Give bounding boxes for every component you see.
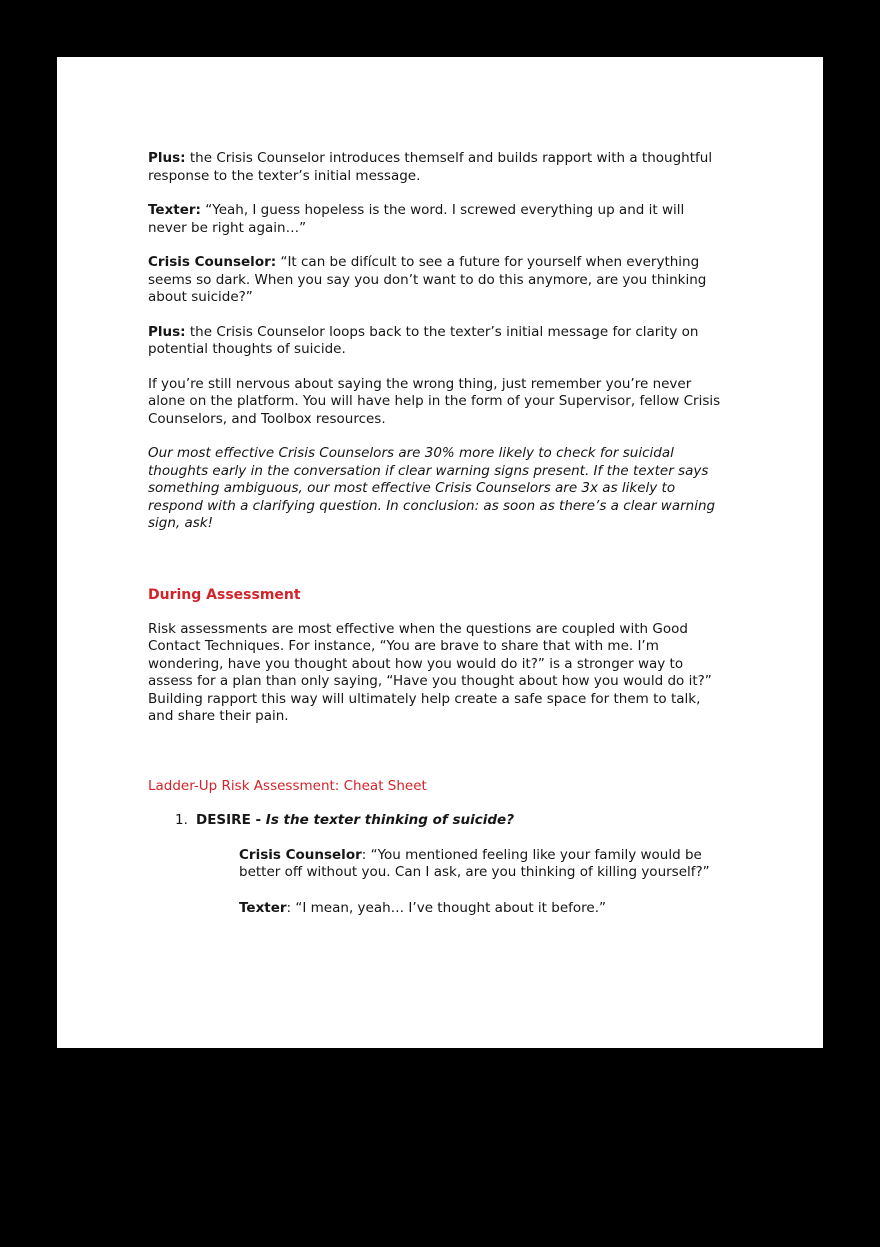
paragraph-label: Crisis Counselor: (148, 254, 277, 270)
paragraph-text: Risk assessments are most effective when the questions are coupled with Good Contact Techniques. For instance, “You are brave to share that with me. I’m wondering, have you thought about how you would do it?” is a stronger way to assess for a plan than only saying, “Have you thought about how you would do it?” Building rapport this way will ultimately help create a safe space for them to talk, and share their pain. (148, 620, 712, 724)
document-page (57, 57, 823, 1048)
paragraph-effective-counselors (148, 445, 726, 533)
paragraph-plus-note-2 (148, 324, 726, 359)
list-item-text (196, 812, 514, 830)
list-item-label: DESIRE - (196, 812, 266, 828)
list-item-desire (148, 812, 726, 830)
document-content (148, 150, 726, 917)
paragraph-label: Texter (239, 899, 287, 916)
paragraph-plus-note-1 (148, 150, 726, 185)
paragraph-text: the Crisis Counselor introduces themself and builds rapport with a thoughtful response to the texter’s initial message. (148, 150, 713, 184)
list-number: 1. (175, 812, 188, 828)
paragraph-text: If you’re still nervous about saying the wrong thing, just remember you’re never alone on the platform. You will have help in the form of your Supervisor, fellow Crisis Counselors, and Toolbox resources. (148, 375, 721, 427)
subheading-ladder-up-cheat-sheet: Ladder-Up Risk Assessment: Cheat Sheet (148, 777, 427, 794)
list-item-question: Is the texter thinking of suicide? (265, 812, 515, 828)
paragraph-risk-assessments (148, 621, 726, 726)
paragraph-counselor-quote-1 (148, 254, 726, 307)
section-heading-during-assessment: During Assessment (148, 586, 301, 603)
paragraph-text: “Yeah, I guess hopeless is the word. I screwed everything up and it will never be right again…” (148, 202, 685, 236)
paragraph-text: Our most effective Crisis Counselors are 30% more likely to check for suicidal thoughts early in the conversation if clear warning signs present. If the texter says something ambiguous, our most effective Crisis Counselors are 3x as likely to respond with a clarifying question. In conclusion: as soon as there’s a clear warning sign, ask! (148, 445, 716, 531)
paragraph-label: Plus: (148, 150, 186, 166)
paragraph-label: Plus: (148, 323, 186, 340)
paragraph-text: the Crisis Counselor loops back to the texter’s initial message for clarity on potential thoughts of suicide. (148, 323, 699, 357)
paragraph-texter-quote-1 (148, 202, 726, 237)
paragraph-label: Texter: (148, 202, 201, 218)
paragraph-counselor-quote-2 (239, 847, 726, 882)
paragraph-nervous (148, 376, 726, 429)
paragraph-texter-quote-2 (239, 900, 726, 918)
paragraph-text: : “You mentioned feeling like your family would be better off without you. Can I ask, are you thinking of killing yourself?” (239, 846, 710, 880)
paragraph-label: Crisis Counselor (239, 846, 362, 863)
paragraph-text: : “I mean, yeah… I’ve thought about it before.” (286, 899, 606, 916)
paragraph-text: “It can be difícult to see a future for yourself when everything seems so dark. When you say you don’t want to do this anymore, are you thinking about suicide?” (148, 254, 707, 305)
